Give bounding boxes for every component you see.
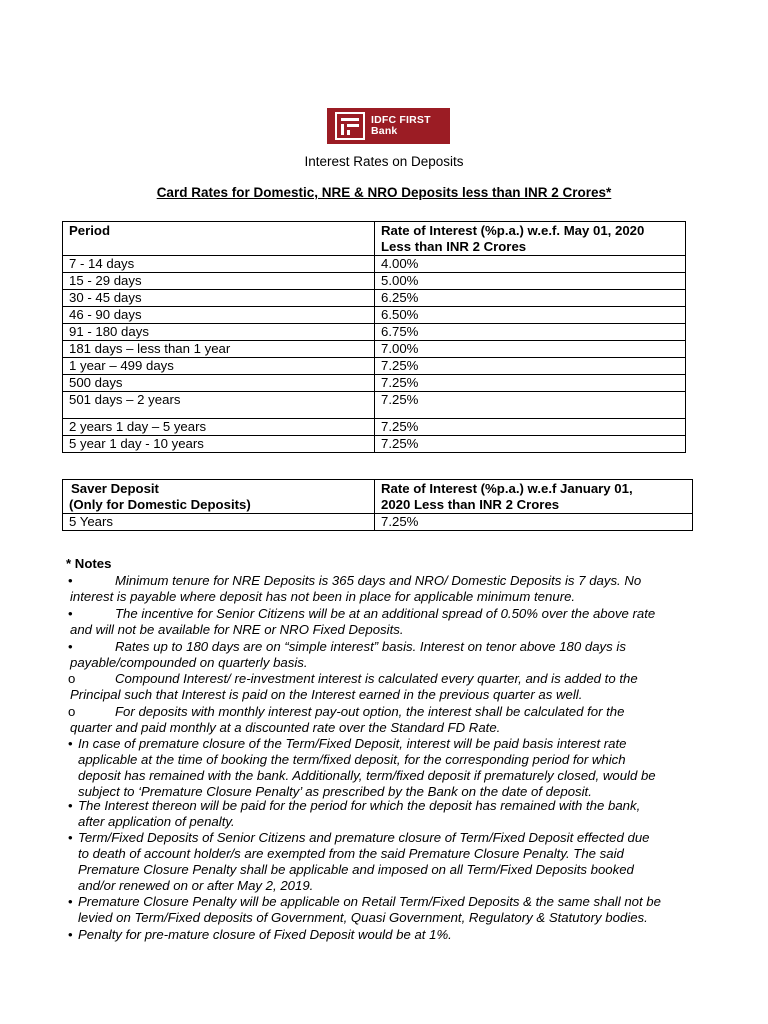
period-cell: 5 Years <box>63 514 375 531</box>
note-line: levied on Term/Fixed deposits of Government, Quasi Government, Regulatory & Statutory bodies. <box>78 910 648 925</box>
bullet-marker: • <box>68 639 73 654</box>
note-line: Premature Closure Penalty shall be applicable and imposed on all Term/Fixed Deposits booked <box>78 862 634 877</box>
sub-bullet-marker: o <box>68 671 76 686</box>
table-row <box>63 514 693 531</box>
saver-header-line1: Saver Deposit <box>71 481 159 496</box>
period-cell: 2 years 1 day – 5 years <box>63 419 375 436</box>
table-header-row <box>63 480 693 514</box>
table-row <box>63 290 686 307</box>
page-title: Interest Rates on Deposits <box>304 154 464 169</box>
note-line: In case of premature closure of the Term/Fixed Deposit, interest will be paid basis interest rate <box>78 736 627 751</box>
table-header-row <box>63 222 686 256</box>
logo-line2: Bank <box>371 125 398 137</box>
note-bullet <box>70 830 716 894</box>
saver-header <box>63 480 375 514</box>
rate-cell: 5.00% <box>375 273 686 290</box>
bullet-marker: • <box>68 606 73 621</box>
note-line: Rates up to 180 days are on “simple interest” basis. Interest on tenor above 180 days is <box>115 639 626 654</box>
table-row <box>63 324 686 341</box>
logo-text <box>371 115 431 137</box>
rate-cell: 6.75% <box>375 324 686 341</box>
period-cell: 1 year – 499 days <box>63 358 375 375</box>
table-row <box>63 307 686 324</box>
note-bullet <box>70 798 716 830</box>
rate-cell: 7.25% <box>375 419 686 436</box>
bullet-dot: • <box>68 798 73 813</box>
note-item <box>70 639 716 671</box>
saver-rate-header-line1: Rate of Interest (%p.a.) w.e.f January 01, <box>381 481 633 496</box>
note-line: subject to ‘Premature Closure Penalty’ as prescribed by the Bank on the date of deposit. <box>78 784 592 799</box>
period-cell: 181 days – less than 1 year <box>63 341 375 358</box>
bullet-dot: • <box>68 830 73 845</box>
table-row <box>63 375 686 392</box>
rate-cell: 7.25% <box>375 358 686 375</box>
bullet-dot: • <box>68 927 73 942</box>
note-line: Premature Closure Penalty will be applicable on Retail Term/Fixed Deposits & the same shall not be <box>78 894 661 909</box>
rate-header-line2: Less than INR 2 Crores <box>381 239 527 254</box>
rate-header-line1: Rate of Interest (%p.a.) w.e.f. May 01, 2020 <box>381 223 645 238</box>
note-line: The incentive for Senior Citizens will be at an additional spread of 0.50% over the above rate <box>115 606 656 621</box>
period-header: Period <box>63 222 375 256</box>
note-line: For deposits with monthly interest pay-out option, the interest shall be calculated for the <box>115 704 625 719</box>
rate-cell: 7.25% <box>375 392 686 419</box>
saver-rate-header-line2: 2020 Less than INR 2 Crores <box>381 497 560 512</box>
note-item <box>70 704 716 736</box>
page-subtitle: Card Rates for Domestic, NRE & NRO Deposits less than INR 2 Crores* <box>156 185 612 200</box>
note-line: and will not be available for NRE or NRO Fixed Deposits. <box>70 622 404 637</box>
saver-deposit-table <box>62 479 693 531</box>
bullet-dot: • <box>68 894 73 909</box>
table-row <box>63 256 686 273</box>
note-bullet <box>70 736 716 800</box>
note-line: interest is payable where deposit has not been in place for applicable minimum tenure. <box>70 589 576 604</box>
note-bullet <box>70 894 716 926</box>
table-row <box>63 419 686 436</box>
logo-line1: IDFC FIRST <box>371 114 431 126</box>
table-row <box>63 436 686 453</box>
period-cell: 15 - 29 days <box>63 273 375 290</box>
note-line: Compound Interest/ re-investment interest is calculated every quarter, and is added to the <box>115 671 638 686</box>
table-row <box>63 392 686 419</box>
note-line: Penalty for pre-mature closure of Fixed Deposit would be at 1%. <box>78 927 452 942</box>
note-item <box>70 606 716 638</box>
note-line: Principal such that Interest is paid on the Interest earned in the previous quarter as well. <box>70 687 583 702</box>
table-row <box>63 341 686 358</box>
note-item <box>70 573 716 605</box>
period-cell: 46 - 90 days <box>63 307 375 324</box>
note-line: Minimum tenure for NRE Deposits is 365 days and NRO/ Domestic Deposits is 7 days. No <box>115 573 642 588</box>
rate-header <box>375 222 686 256</box>
period-cell: 91 - 180 days <box>63 324 375 341</box>
rate-cell: 4.00% <box>375 256 686 273</box>
period-cell: 5 year 1 day - 10 years <box>63 436 375 453</box>
rate-cell: 7.25% <box>375 514 693 531</box>
table-row <box>63 358 686 375</box>
note-line: payable/compounded on quarterly basis. <box>70 655 308 670</box>
rate-cell: 6.25% <box>375 290 686 307</box>
note-line: quarter and paid monthly at a discounted rate over the Standard FD Rate. <box>70 720 501 735</box>
note-line: and/or renewed on or after May 2, 2019. <box>78 878 314 893</box>
rate-cell: 7.25% <box>375 436 686 453</box>
saver-rate-header <box>375 480 693 514</box>
idfc-first-bank-logo <box>327 108 450 144</box>
table-row <box>63 273 686 290</box>
note-line: after application of penalty. <box>78 814 235 829</box>
period-cell: 30 - 45 days <box>63 290 375 307</box>
period-cell: 7 - 14 days <box>63 256 375 273</box>
fixed-deposit-rates-table <box>62 221 686 453</box>
note-line: applicable at the time of booking the term/fixed deposit, for the corresponding period for which <box>78 752 626 767</box>
note-line: deposit has remained with the bank. Additionally, term/fixed deposit if prematurely closed, would be <box>78 768 656 783</box>
note-line: Term/Fixed Deposits of Senior Citizens and premature closure of Term/Fixed Deposit effected due <box>78 830 650 845</box>
bullet-marker: • <box>68 573 73 588</box>
bank-logo-icon <box>335 112 365 140</box>
rate-cell: 7.00% <box>375 341 686 358</box>
rate-cell: 6.50% <box>375 307 686 324</box>
bullet-dot: • <box>68 736 73 751</box>
note-line: The Interest thereon will be paid for the period for which the deposit has remained with the bank, <box>78 798 641 813</box>
sub-bullet-marker: o <box>68 704 76 719</box>
notes-title: * Notes <box>66 556 112 571</box>
period-cell: 500 days <box>63 375 375 392</box>
note-line: to death of account holder/s are exempted from the said Premature Closure Penalty. The said <box>78 846 624 861</box>
rate-cell: 7.25% <box>375 375 686 392</box>
period-cell: 501 days – 2 years <box>63 392 375 419</box>
note-item <box>70 671 716 703</box>
note-bullet <box>70 927 716 943</box>
saver-header-line2: (Only for Domestic Deposits) <box>69 497 251 512</box>
